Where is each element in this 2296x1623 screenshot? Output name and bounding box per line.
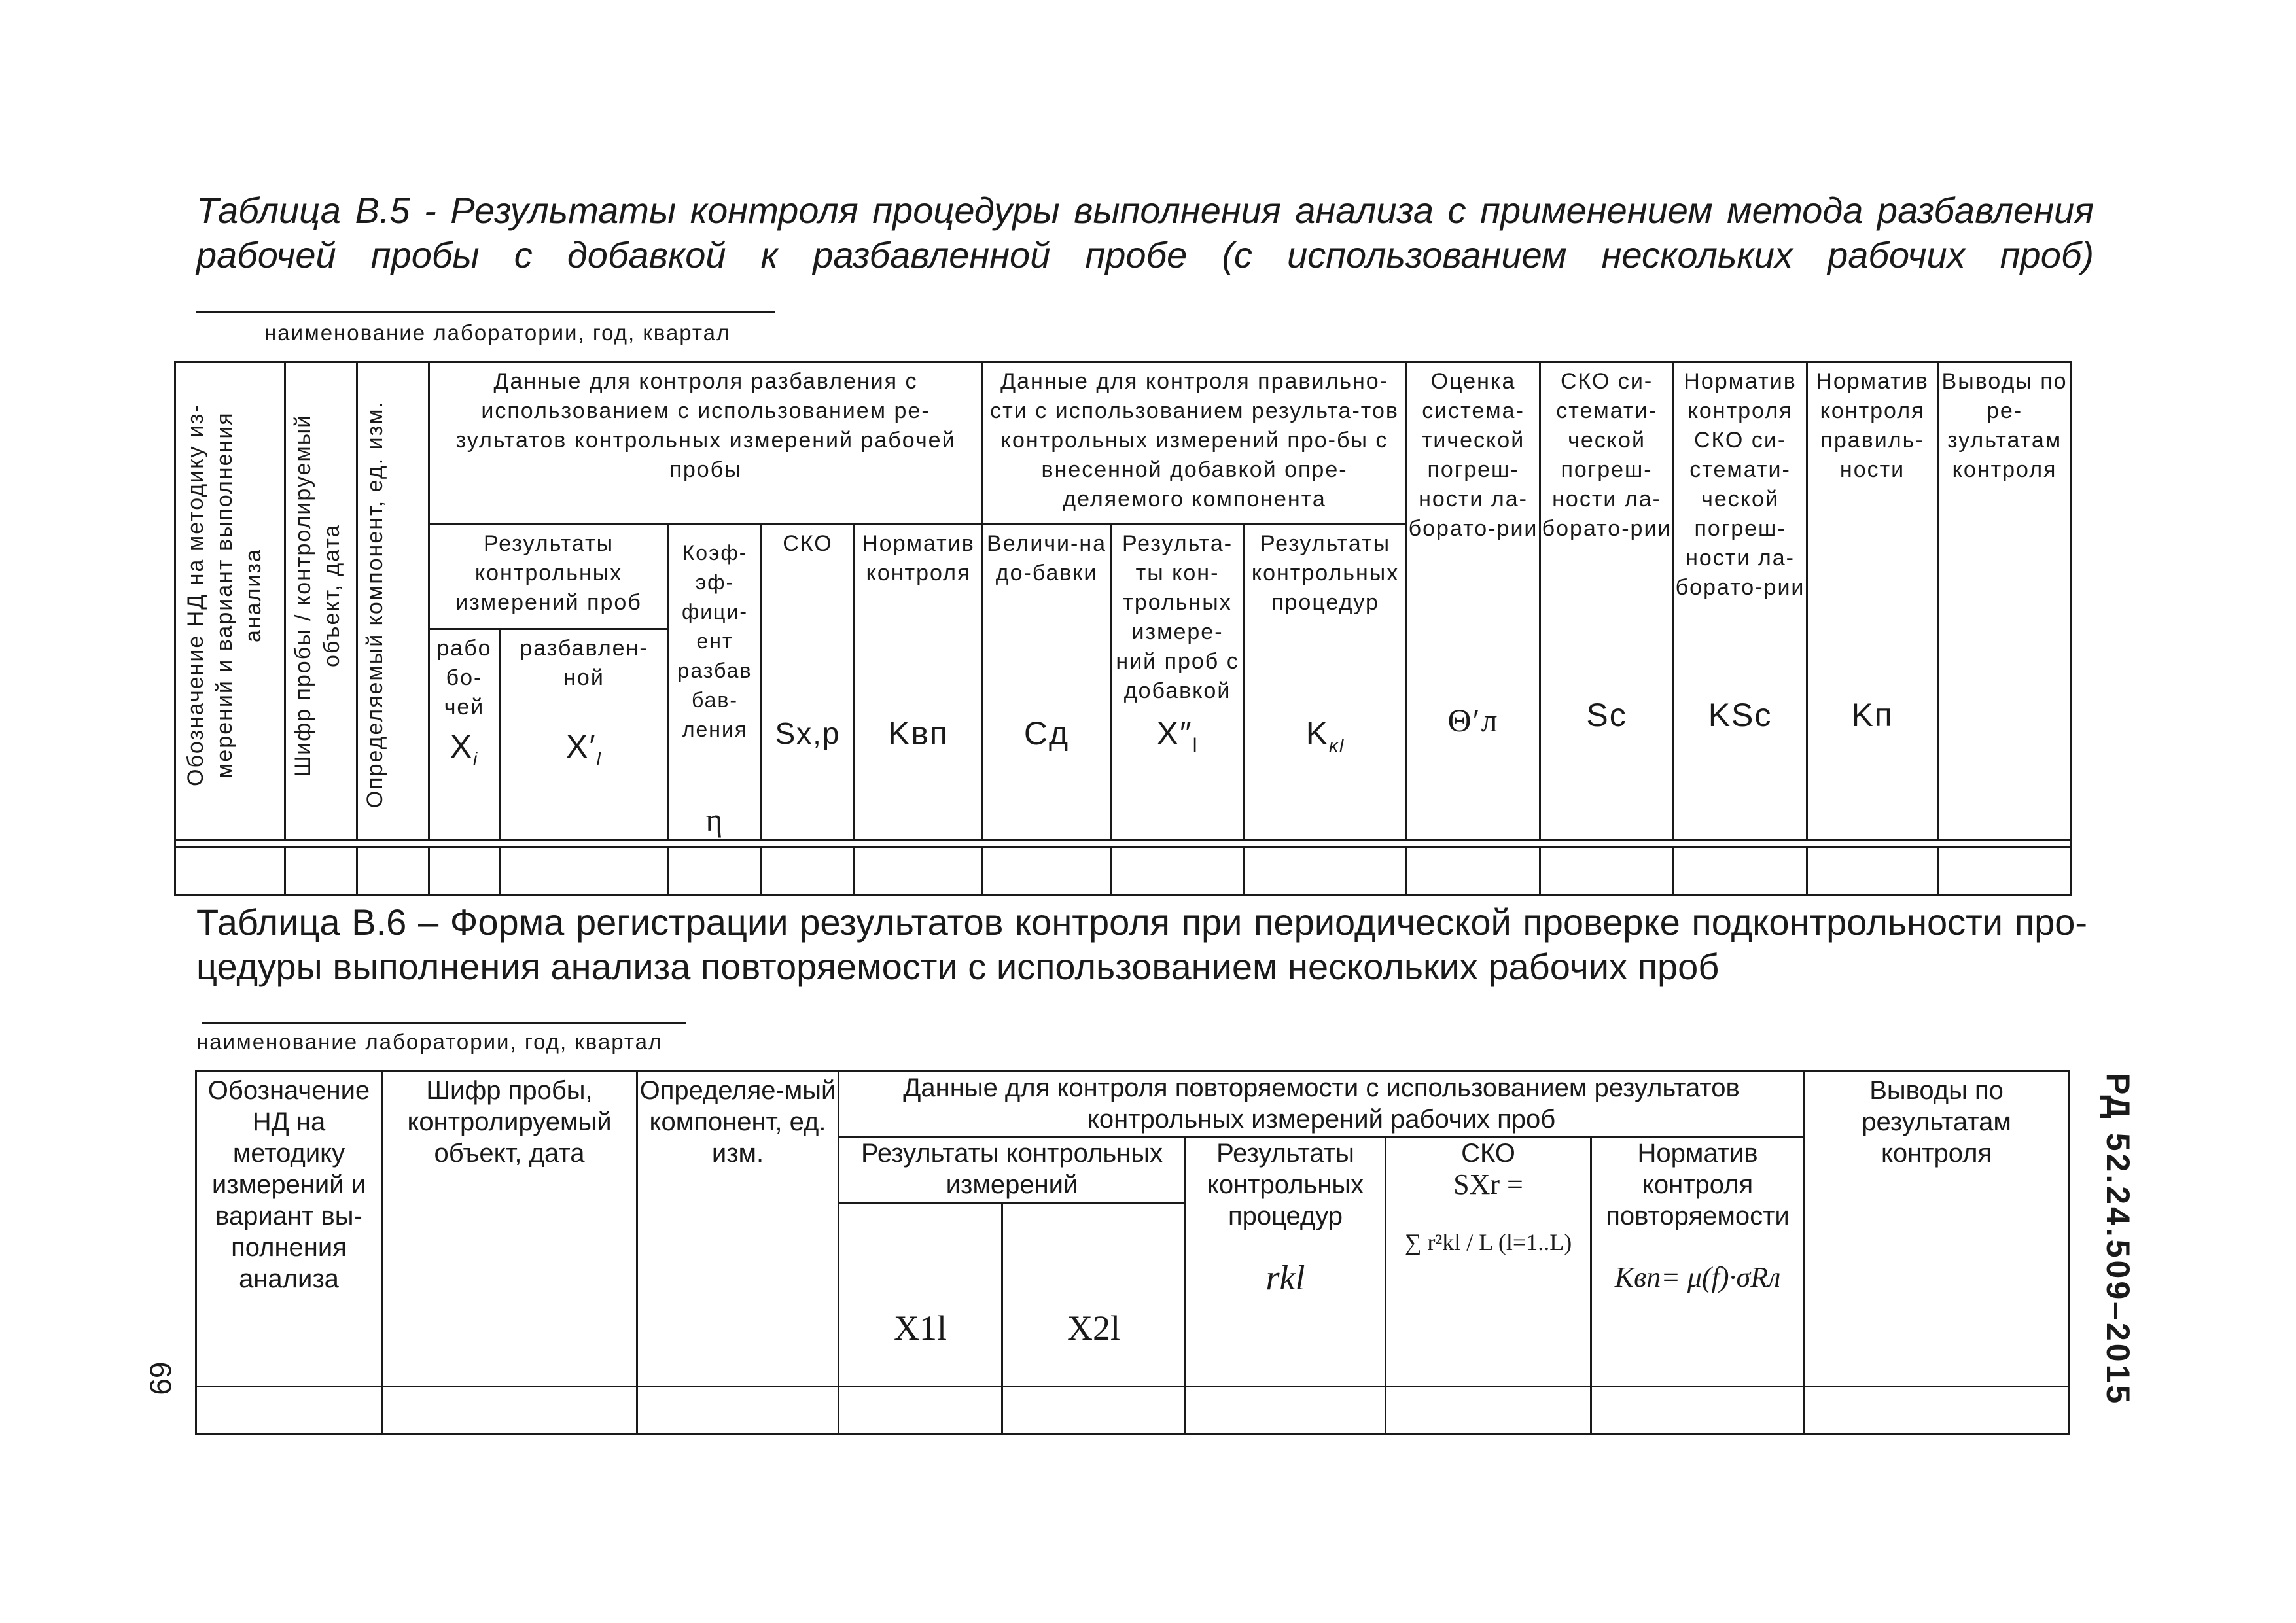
- t5-sub-additive: Величи-на до-бавки Cд: [983, 525, 1111, 841]
- t5-col-nd: Обозначение НД на методику из-мерений и вариант выполнения анализа: [175, 362, 285, 841]
- t6-group-repeat: Данные для контроля повторяемости с использованием результатов контрольных измерений рабочих проб: [839, 1072, 1805, 1137]
- t6-col-nd: Обозначение НД на методику измерений и вариант вы-полнения анализа: [196, 1072, 382, 1387]
- document-code: РД 52.24.509–2015: [2100, 1073, 2136, 1406]
- t5-sub-norm: Норматив контроля Kвп: [855, 525, 983, 841]
- t5-col-component: Определяемый компонент, ед. изм.: [357, 362, 429, 841]
- sym-xi: X: [450, 728, 474, 765]
- sym-sxr: SXr =: [1453, 1168, 1523, 1200]
- lab-underline-2: [202, 1022, 686, 1024]
- formula-sum: ∑ r²kl / L (l=1..L): [1404, 1229, 1572, 1255]
- t6-x2: X2l: [1002, 1204, 1186, 1387]
- t5-sub-diluted: разбавлен-ной $X'_l$: [500, 629, 669, 841]
- sym-cd: Cд: [1023, 715, 1070, 752]
- sym-rk: rkl: [1265, 1258, 1305, 1297]
- t5-group-dilution: Данные для контроля разбавления с использованием с использованием ре-зультатов контрольных измерений рабочей пробы: [429, 362, 983, 525]
- lab-underline: [196, 311, 775, 313]
- formula-kvp: Kвп= μ(f)·σRл: [1614, 1261, 1781, 1293]
- sym-theta: Θ′л: [1447, 702, 1499, 739]
- table6: [195, 1070, 2070, 1435]
- t5-sub-working: рабо бо-чей $X_i$: [429, 629, 500, 841]
- t5-col-conclusions: Выводы по ре-зультатам контроля: [1938, 362, 2072, 841]
- t5-sub-results-proc: Результаты контрольных процедур $K_{\kappa l}$: [1245, 525, 1407, 841]
- sym-eta: η: [705, 801, 724, 838]
- t5-sub-results: Результаты контрольных измерений проб: [429, 525, 669, 629]
- sym-kp: Kп: [1851, 697, 1894, 733]
- t6-x1: X1l: [839, 1204, 1002, 1387]
- sym-sc: Sc: [1586, 697, 1627, 733]
- t6-col-conclusions: Выводы по результатам контроля: [1805, 1072, 2069, 1387]
- t5-sub-sko: СКО Sx,p: [762, 525, 855, 841]
- t5-col-code: Шифр пробы / контролируемый объект, дата: [285, 362, 357, 841]
- lab-caption: наименование лаборатории, год, квартал: [264, 321, 731, 345]
- t6-empty-row: [196, 1387, 2069, 1435]
- t5-sub-coef: Коэф-эф-фици-ент разбав бав-ления η: [669, 525, 762, 841]
- sym-sxp: Sx,p: [775, 716, 841, 750]
- sym-xdil: X′: [566, 728, 597, 765]
- t5-col-norm-acc: Норматив контроля правиль-ности Kп: [1807, 362, 1938, 841]
- sym-x2: X″: [1156, 715, 1193, 752]
- t6-col-component: Определяе-мый компонент, ед. изм.: [637, 1072, 839, 1387]
- page-number: 69: [143, 1361, 178, 1395]
- t6-sub-results: Результаты контрольных измерений: [839, 1137, 1186, 1204]
- t5-col-sko-sys: СКО си-стемати-ческой погреш-ности ла-борато-рии Sc: [1540, 362, 1674, 841]
- sym-ksc: KSc: [1708, 697, 1773, 733]
- t5-group-accuracy: Данные для контроля правильно-сти с использованием результа-тов контрольных измерений про-бы с внесенной добавкой опре-деляемого компонента: [983, 362, 1407, 525]
- t5-col-norm-sko: Норматив контроля СКО си-стемати-ческой погреш-ности ла-борато-рии KSc: [1674, 362, 1807, 841]
- t6-sub-norm: Норматив контроля повторяемости Kвп= μ(f)·σRл: [1591, 1137, 1805, 1387]
- t6-col-code: Шифр пробы, контролируемый объект, дата: [382, 1072, 637, 1387]
- t5-col-estimate: Оценка система-тической погреш-ности ла-борато-рии Θ′л: [1407, 362, 1540, 841]
- table5: [174, 361, 2072, 896]
- t5-sub-results-add: Результа-ты кон-трольных измере-ний проб с добавкой $X''_l$: [1111, 525, 1245, 841]
- table6-title: Таблица В.6 – Форма регистрации результатов контроля при периодической проверке подконтрольности про-цедуры выполнения анализа повторяемости с использованием нескольких рабочих проб: [196, 901, 2087, 987]
- t5-empty-row: [175, 847, 2072, 895]
- sym-kvp: Kвп: [888, 715, 949, 752]
- t6-sub-results-proc: Результаты контрольных процедур rkl: [1186, 1137, 1386, 1387]
- sym-kk: K: [1305, 715, 1330, 752]
- table5-title: Таблица В.5 - Результаты контроля процедуры выполнения анализа с применением метода разбавления рабочей пробы с добавкой к разбавленной пробе (с использованием нескольких рабочих проб): [196, 190, 2094, 275]
- lab-caption-2: наименование лаборатории, год, квартал: [196, 1030, 663, 1054]
- t6-sub-sko: СКО SXr = ∑ r²kl / L (l=1..L): [1386, 1137, 1591, 1387]
